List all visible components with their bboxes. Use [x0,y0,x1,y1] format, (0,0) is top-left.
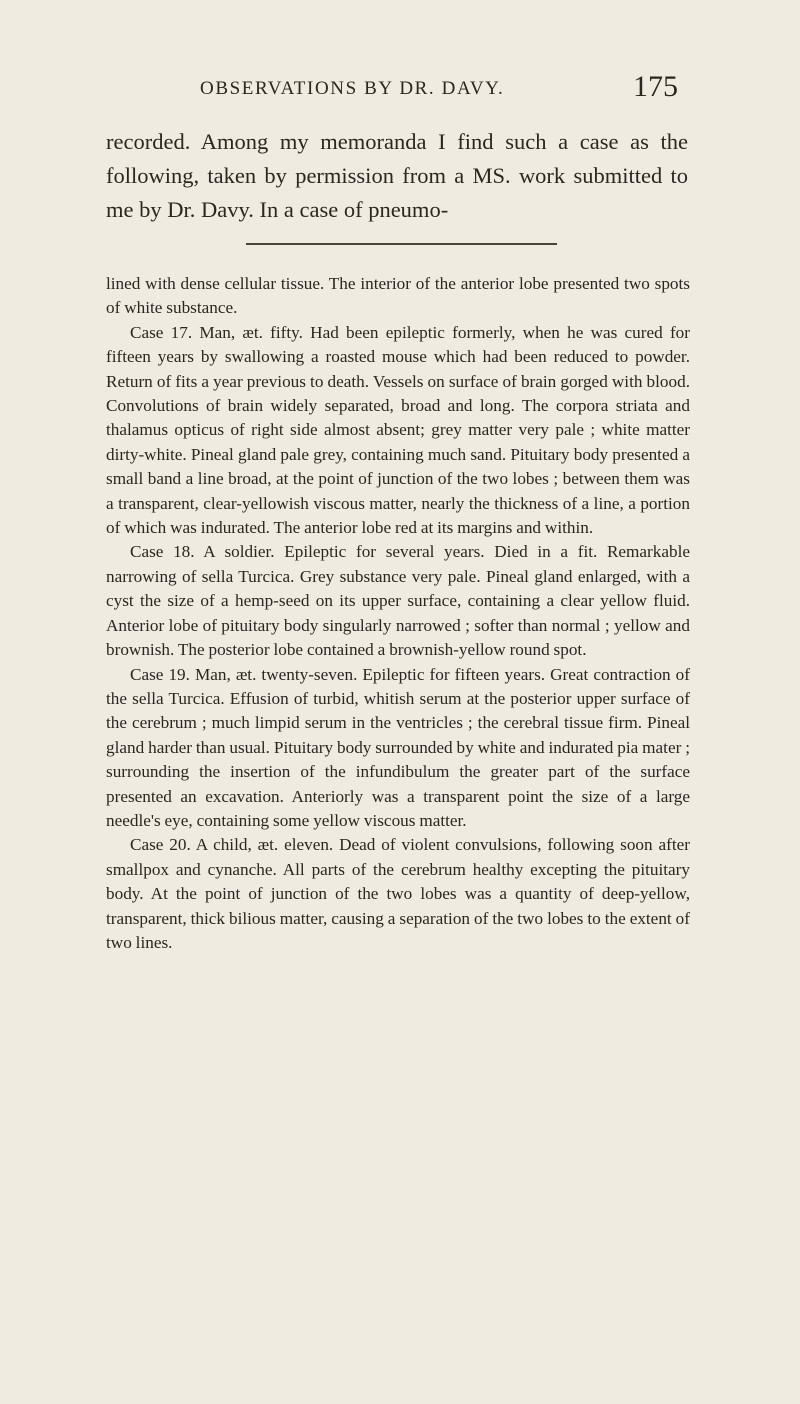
case-20-paragraph: Case 20. A child, æt. eleven. Dead of violent convulsions, following soon after smallpox and cynanche. All parts of the cerebrum healthy excepting the pituitary body. At the point of junction of the two lobes was a quantity of deep-yellow, transparent, thick bilious matter, causing a separation of the two lobes to the extent of two lines. [106,835,690,952]
page-number: 175 [633,70,678,103]
footnote-rule [246,243,557,245]
footnote-continuation: lined with dense cellular tissue. The interior of the anterior lobe presented two spots of white substance. [106,274,690,318]
running-title: OBSERVATIONS BY DR. DAVY. [200,78,505,99]
case-18-paragraph: Case 18. A soldier. Epileptic for several years. Died in a fit. Remarkable narrowing of sella Turcica. Grey substance very pale. Pineal gland enlarged, with a cyst the size of a hemp-seed on its upper surface, containing a clear yellow fluid. Anterior lobe of pituitary body singularly narrowed ; softer than normal ; yellow and brownish. The posterior lobe contained a brownish-yellow round spot. [106,542,690,660]
running-head [0,70,800,102]
footnote-block [106,272,690,955]
case-17-paragraph: Case 17. Man, æt. fifty. Had been epileptic formerly, when he was cured for fifteen years by swallowing a roasted mouse which had been reduced to powder. Return of fits a year previous to death. Vessels on surface of brain gorged with blood. Convolutions of brain widely separated, broad and long. The corpora striata and thalamus opticus of right side almost absent; grey matter very pale ; white matter dirty-white. Pineal gland pale grey, containing much sand. Pituitary body presented a small band a line broad, at the point of junction of the two lobes ; between them was a transparent, clear-yellowish viscous matter, nearly the thickness of a line, a portion of which was indurated. The anterior lobe red at its margins and within. [106,322,690,538]
case-19-paragraph: Case 19. Man, æt. twenty-seven. Epileptic for fifteen years. Great contraction of the sella Turcica. Effusion of turbid, whitish serum at the posterior upper surface of the cerebrum ; much limpid serum in the ventricles ; the cerebral tissue firm. Pineal gland harder than usual. Pituitary body surrounded by white and indurated pia mater ; surrounding the insertion of the infundibulum the greater part of the surface presented an excavation. Anteriorly was a transparent point the size of a large needle's eye, containing some yellow viscous matter. [106,664,690,830]
body-paragraph: recorded. Among my memoranda I find such a case as the following, taken by permission from a MS. work submitted to me by Dr. Davy. In a case of pneumo- [106,129,688,222]
